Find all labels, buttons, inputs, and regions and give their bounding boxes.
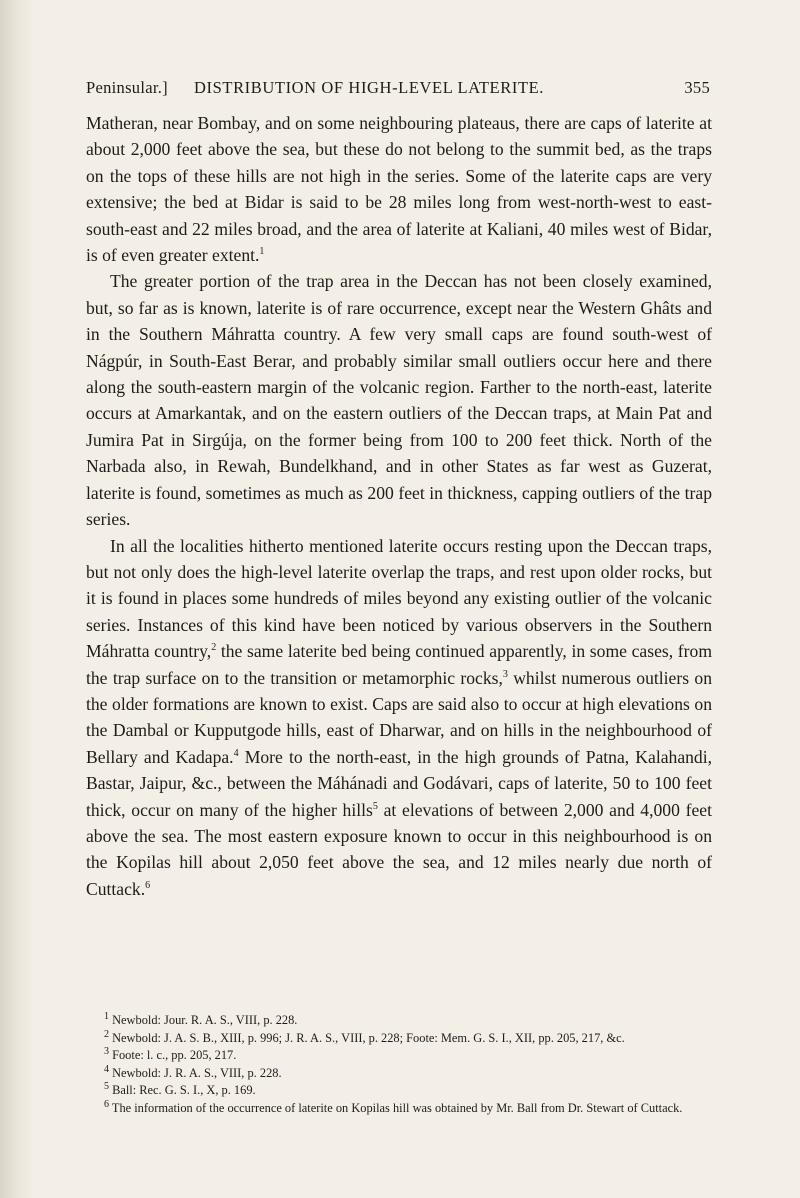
footnote [86,1030,712,1048]
footnote-number: 5 [104,1081,109,1093]
footnote-text: Ball: Rec. G. S. I., X, p. 169. [109,1083,256,1098]
paragraph-text: The greater portion of the trap area in the Deccan has not been closely examined, but, so far as is known, laterite is of rare occurrence, except near the Western Ghâts and in the Southern Máhratta country. A few very small caps are found south-west of Nágpúr, in South-East Berar, and probably similar small outliers occur here and there along the south-eastern margin of the volcanic region. Farther to the north-east, laterite occurs at Amarkantak, and on the eastern outliers of the Deccan traps, at Main Pat and Jumira Pat in Sirgúja, on the former being from 100 to 200 feet thick. North of the Narbada also, in Rewah, Bundelkhand, and in other States as far west as Guzerat, laterite is found, sometimes as much as 200 feet in thickness, capping outliers of the trap series. [86,271,712,530]
footnote-ref[interactable]: 5 [372,800,378,812]
paragraph-text: More to the north-east, in the high grounds of Patna, Kalahandi, Bastar, Jaipur, &c., between the Máhánadi and Godávari, caps of laterite, 50 to 100 feet thick, occur on many of the higher hills [86,746,713,820]
footnote [86,1082,712,1100]
footnote-ref[interactable]: 4 [233,747,239,759]
body-text [86,110,712,902]
paragraph [86,110,712,268]
paragraph [86,533,712,903]
footnote-text: Newbold: J. A. S. B., XIII, p. 996; J. R. A. S., VIII, p. 228; Foote: Mem. G. S. I., XII, pp. 205, 217, &c. [109,1030,625,1045]
footnote-number: 4 [104,1063,109,1075]
page-number: 355 [684,78,710,97]
running-header [86,78,710,106]
footnote-number: 1 [104,1010,109,1022]
footnote-ref[interactable]: 2 [211,642,217,654]
footnote-number: 3 [104,1046,109,1058]
footnote-text: The information of the occurrence of laterite on Kopilas hill was obtained by Mr. Ball from Dr. Stewart of Cuttack. [109,1100,683,1115]
footnote-ref[interactable]: 1 [259,246,265,258]
page-gutter-shadow [0,0,34,1198]
paragraph [86,268,712,532]
footnote-text: Newbold: Jour. R. A. S., VIII, p. 228. [109,1013,298,1027]
footnote [86,1100,712,1118]
footnote-ref[interactable]: 6 [145,879,151,891]
footnote-text: Newbold: J. R. A. S., VIII, p. 228. [109,1065,282,1080]
footnote-number: 6 [104,1098,109,1110]
paragraph-text: at elevations of between 2,000 and 4,000 feet above the sea. The most eastern exposure known to occur in this neighbourhood is on the Kopilas hill about 2,050 feet above the sea, and 12 miles nearly due north of Cuttack. [86,799,712,899]
header-title: DISTRIBUTION OF HIGH-LEVEL LATERITE. [194,78,545,97]
footnote-text: Foote: l. c., pp. 205, 217. [109,1048,237,1063]
paragraph-text: In all the localities hitherto mentioned laterite occurs resting upon the Deccan traps, but not only does the high-level laterite overlap the traps, and rest upon older rocks, but it is found in places some hundreds of miles beyond any existing outlier of the volcanic series. Instances of this kind have been noticed by various observers in the Southern Máhratta country, [86,535,712,662]
paragraph-text: whilst numerous outliers on the older formations are known to exist. Caps are said also to occur at high elevations on the Dambal or Kupputgode hills, east of Dharwar, and on hills in the neighbourhood of Bellary and Kadapa. [86,667,712,767]
paragraph-text: Matheran, near Bombay, and on some neighbouring plateaus, there are caps of laterite at about 2,000 feet above the sea, but these do not belong to the summit bed, as the traps on the tops of these hills are not high in the series. Some of the laterite caps are very extensive; the bed at Bidar is said to be 28 miles long from west-north-west to east-south-east and 22 miles broad, and the area of laterite at Kaliani, 40 miles west of Bidar, is of even greater extent. [86,113,712,266]
paragraph-text: the same laterite bed being continued apparently, in some cases, from the trap surface on to the transition or metamorphic rocks, [86,641,713,688]
footnote-ref[interactable]: 3 [502,668,508,680]
footnote [86,1047,712,1065]
header-section: Peninsular.] [86,78,168,97]
footnote [86,1012,712,1030]
footnote [86,1065,712,1083]
footnotes [86,1012,712,1118]
footnote-number: 2 [104,1028,109,1040]
